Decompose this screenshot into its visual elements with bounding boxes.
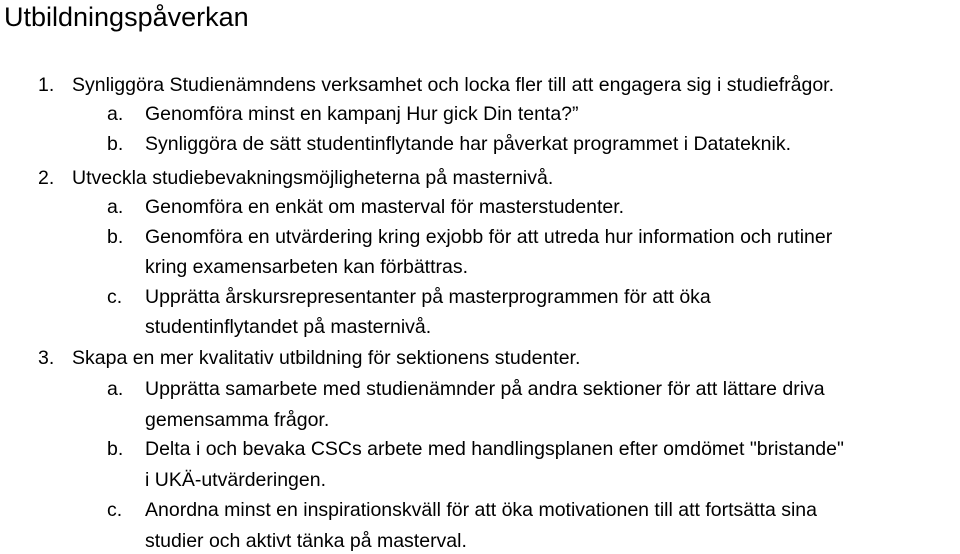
list-marker: a. (107, 196, 124, 218)
list-marker: 3. (38, 347, 55, 369)
list-subitem-3a-continuation: gemensamma frågor. (145, 409, 330, 431)
list-marker: 1. (38, 74, 55, 96)
list-subitem-text: Upprätta årskursrepresentanter på masterprogrammen för att öka (145, 286, 711, 308)
list-marker: a. (107, 103, 124, 125)
list-item-text: Skapa en mer kvalitativ utbildning för sektionens studenter. (72, 347, 581, 369)
list-subitem-2c-continuation: studentinflytandet på masternivå. (145, 316, 432, 338)
list-marker: b. (107, 226, 124, 248)
list-subitem-text: Upprätta samarbete med studienämnder på andra sektioner för att lättare driva (145, 378, 825, 400)
list-item-text: Utveckla studiebevakningsmöjligheterna på masternivå. (72, 167, 554, 189)
list-marker: 2. (38, 167, 55, 189)
list-subitem-text: Genomföra en enkät om masterval för masterstudenter. (145, 196, 625, 218)
list-subitem-text: Genomföra minst en kampanj Hur gick Din tenta?” (145, 103, 579, 125)
list-subitem-text: Genomföra en utvärdering kring exjobb för att utreda hur information och rutiner (145, 226, 833, 248)
list-marker: c. (107, 499, 123, 521)
list-marker: b. (107, 133, 124, 155)
list-marker: c. (107, 286, 123, 308)
list-subitem-3b-continuation: i UKÄ-utvärderingen. (145, 469, 327, 491)
list-item-text: Synliggöra Studienämndens verksamhet och locka fler till att engagera sig i studiefrågor. (72, 74, 835, 96)
list-marker: a. (107, 378, 124, 400)
list-subitem-text: Delta i och bevaka CSCs arbete med handlingsplanen efter omdömet "bristande" (145, 438, 844, 460)
page-title: Utbildningspåverkan (4, 2, 249, 32)
list-subitem-text: Anordna minst en inspirationskväll för att öka motivationen till att fortsätta sina (145, 499, 817, 521)
list-subitem-3c-continuation: studier och aktivt tänka på masterval. (145, 530, 467, 552)
list-subitem-2b-continuation: kring examensarbeten kan förbättras. (145, 256, 469, 278)
list-marker: b. (107, 438, 124, 460)
list-subitem-text: Synliggöra de sätt studentinflytande har påverkat programmet i Datateknik. (145, 133, 792, 155)
